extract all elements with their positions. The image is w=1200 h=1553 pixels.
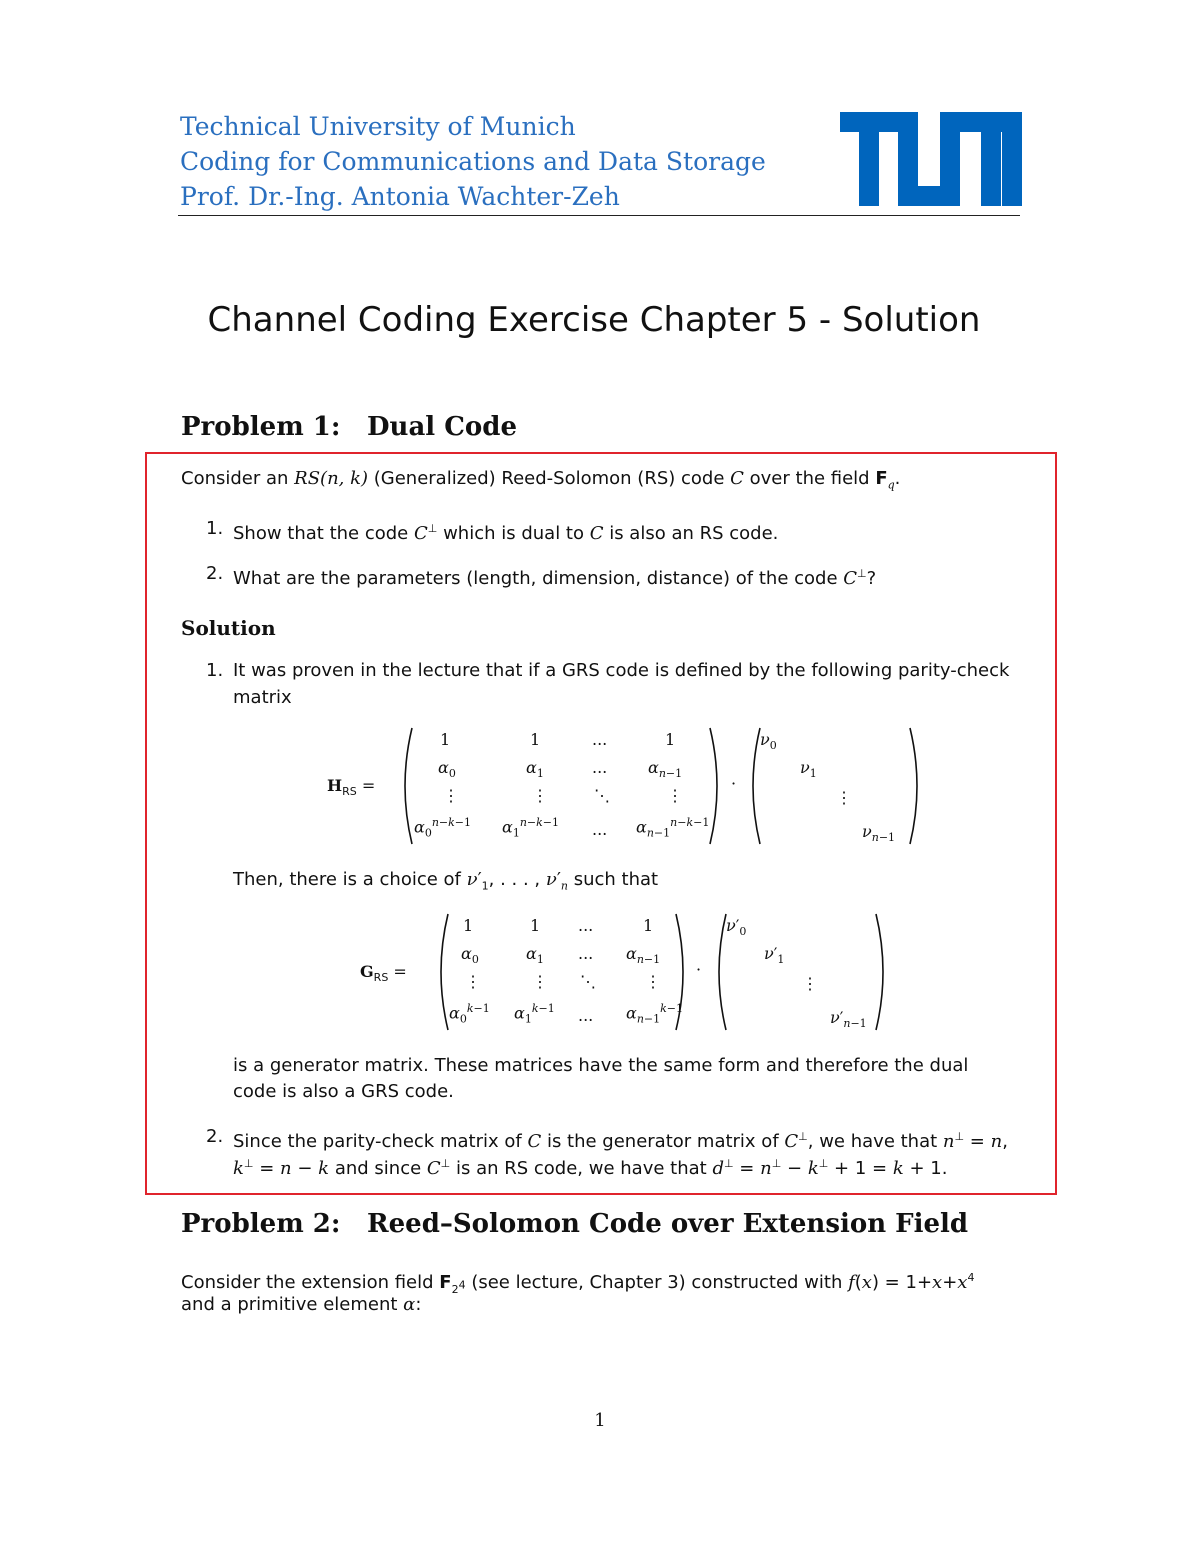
v-diag-dots: ⋮: [836, 788, 852, 807]
problem2-line1: Consider the extension field $F_{2^4}$ (see lecture, Chapter 3) constructed with $f(x) = 1+x+x^4$: [181, 1271, 975, 1296]
h-m12: 1: [530, 730, 541, 749]
v-diag-n: $\nu_{n-1}$: [862, 822, 896, 845]
q1-text-3: is also an RS code.: [603, 523, 779, 544]
problem1-name: Dual Code: [367, 412, 517, 442]
h-m21: $\alpha_0$: [438, 758, 456, 781]
g-m32: ⋮: [532, 972, 548, 991]
g-m43: ...: [578, 1006, 594, 1025]
g-m34: ⋮: [645, 972, 661, 991]
g-m41: $\alpha_0^{k-1}$: [449, 1002, 490, 1026]
problem1-label: Problem 1:: [181, 412, 341, 442]
q1-text-2: which is dual to: [437, 523, 590, 544]
question-1: Show that the code C⊥ which is dual to C is also an RS code.: [233, 522, 779, 544]
problem1-heading: [181, 412, 517, 442]
g-m13: ...: [578, 916, 594, 935]
g-dot-operator: ·: [696, 960, 702, 979]
vp-diag-dots: ⋮: [802, 974, 818, 993]
s2-text-4: and since: [329, 1158, 427, 1179]
vp-diag-n: $\nu'_{n-1}$: [830, 1008, 867, 1031]
h-m11: 1: [440, 730, 451, 749]
solution-1-number: 1.: [206, 660, 224, 681]
header-chair: Coding for Communications and Data Storage: [180, 147, 766, 176]
h-m32: ⋮: [532, 786, 548, 805]
then-text-2: such that: [568, 869, 659, 890]
intro-text-3: over the field: [743, 468, 876, 489]
code-symbol: C: [413, 523, 428, 544]
rs-subscript: RS: [373, 971, 389, 985]
q2-text: What are the parameters (length, dimension, distance) of the code: [233, 568, 844, 589]
h-m33: ⋱: [594, 786, 610, 805]
g-m31: ⋮: [465, 972, 481, 991]
g-m23: ...: [578, 944, 594, 963]
g-m44: $\alpha_{n-1}^{k-1}$: [626, 1002, 684, 1026]
header-university: Technical University of Munich: [180, 112, 576, 141]
problem2-line2: and a primitive element α:: [181, 1294, 422, 1315]
intro-end: .: [894, 468, 901, 489]
solution-1-then: Then, there is a choice of $\nu'_1$, . . . , $\nu'_n$ such that: [233, 869, 659, 893]
code-symbol: C: [589, 523, 604, 544]
solution-2-number: 2.: [206, 1126, 224, 1147]
g-m42: $\alpha_1^{k-1}$: [514, 1002, 555, 1026]
q2-end: ?: [866, 568, 877, 589]
h-symbol: H: [327, 776, 343, 795]
g-rs-label: $G_{RS}$ =: [360, 962, 407, 985]
code-symbol: C: [426, 1158, 441, 1179]
v-diag-0: $\nu_0$: [760, 730, 777, 753]
intro-text: Consider an: [181, 468, 295, 489]
then-text: Then, there is a choice of: [233, 869, 467, 890]
h-m41: $\alpha_0^{n-k-1}$: [414, 816, 472, 840]
g-symbol: G: [360, 962, 374, 981]
g-m12: 1: [530, 916, 541, 935]
v-diag-1: $\nu_1$: [800, 758, 817, 781]
h-m14: 1: [665, 730, 676, 749]
tum-logo: [840, 112, 1022, 206]
vp-diag-1: $\nu'_1$: [764, 944, 785, 967]
h-m42: $\alpha_1^{n-k-1}$: [502, 816, 560, 840]
p2-text-2: (see lecture, Chapter 3) constructed with: [465, 1272, 849, 1293]
solution-2-line1: Since the parity-check matrix of C is the generator matrix of C⊥, we have that n⊥ = n,: [233, 1130, 1008, 1152]
h-m43: ...: [592, 820, 608, 839]
question-1-number: 1.: [206, 518, 224, 539]
p2-text: Consider the extension field: [181, 1272, 440, 1293]
problem1-intro: [181, 465, 900, 499]
g-m11: 1: [463, 916, 474, 935]
g-m21: $\alpha_0$: [461, 944, 479, 967]
field-subscript: q: [887, 478, 895, 492]
header-rule: [178, 215, 1020, 216]
h-dot-operator: ·: [731, 774, 737, 793]
g-m22: $\alpha_1$: [526, 944, 544, 967]
problem2-label: Problem 2:: [181, 1209, 341, 1239]
h-rs-label: $H_{RS}$ =: [327, 776, 376, 799]
h-m22: $\alpha_1$: [526, 758, 544, 781]
solution-1-line1: It was proven in the lecture that if a GRS code is defined by the following parity-check: [233, 660, 1010, 681]
question-2: What are the parameters (length, dimension, distance) of the code C⊥?: [233, 567, 877, 589]
h-m13: ...: [592, 730, 608, 749]
header-professor: Prof. Dr.-Ing. Antonia Wachter-Zeh: [180, 182, 620, 211]
h-m34: ⋮: [667, 786, 683, 805]
solution-2-line2: k⊥ = n − k and since C⊥ is an RS code, we have that d⊥ = n⊥ − k⊥ + 1 = k + 1.: [233, 1157, 948, 1179]
page-number: 1: [594, 1410, 606, 1431]
code-symbol: C: [730, 468, 744, 489]
q1-text: Show that the code: [233, 523, 414, 544]
s2-text-2: is the generator matrix of: [541, 1131, 785, 1152]
problem2-name: Reed–Solomon Code over Extension Field: [367, 1209, 969, 1239]
h-m23: ...: [592, 758, 608, 777]
p2-text-3: and a primitive element: [181, 1294, 404, 1315]
h-m31: ⋮: [443, 786, 459, 805]
field-symbol: F: [875, 468, 888, 489]
code-symbol: C: [843, 568, 858, 589]
rs-code-notation: RS(n, k): [294, 468, 369, 489]
h-m44: $\alpha_{n-1}^{n-k-1}$: [636, 816, 710, 840]
s2-text: Since the parity-check matrix of: [233, 1131, 528, 1152]
rs-subscript: RS: [342, 785, 357, 799]
document-title: Channel Coding Exercise Chapter 5 - Solution: [207, 300, 981, 340]
solution-1-after1: is a generator matrix. These matrices have the same form and therefore the dual: [233, 1055, 969, 1076]
intro-text-2: (Generalized) Reed-Solomon (RS) code: [368, 468, 731, 489]
solution-1-after2: code is also a GRS code.: [233, 1081, 454, 1102]
vp-diag-0: $\nu'_0$: [726, 916, 747, 939]
problem2-heading: [181, 1209, 968, 1239]
code-symbol: C: [527, 1131, 542, 1152]
h-m24: $\alpha_{n-1}$: [648, 758, 683, 781]
s2-text-3: , we have that: [807, 1131, 943, 1152]
g-m14: 1: [643, 916, 654, 935]
g-m24: $\alpha_{n-1}$: [626, 944, 661, 967]
s2-text-5: is an RS code, we have that: [450, 1158, 713, 1179]
solution-1-line2: matrix: [233, 687, 292, 708]
g-m33: ⋱: [580, 972, 596, 991]
question-2-number: 2.: [206, 563, 224, 584]
solution-heading: Solution: [181, 616, 276, 640]
code-symbol: C: [784, 1131, 799, 1152]
